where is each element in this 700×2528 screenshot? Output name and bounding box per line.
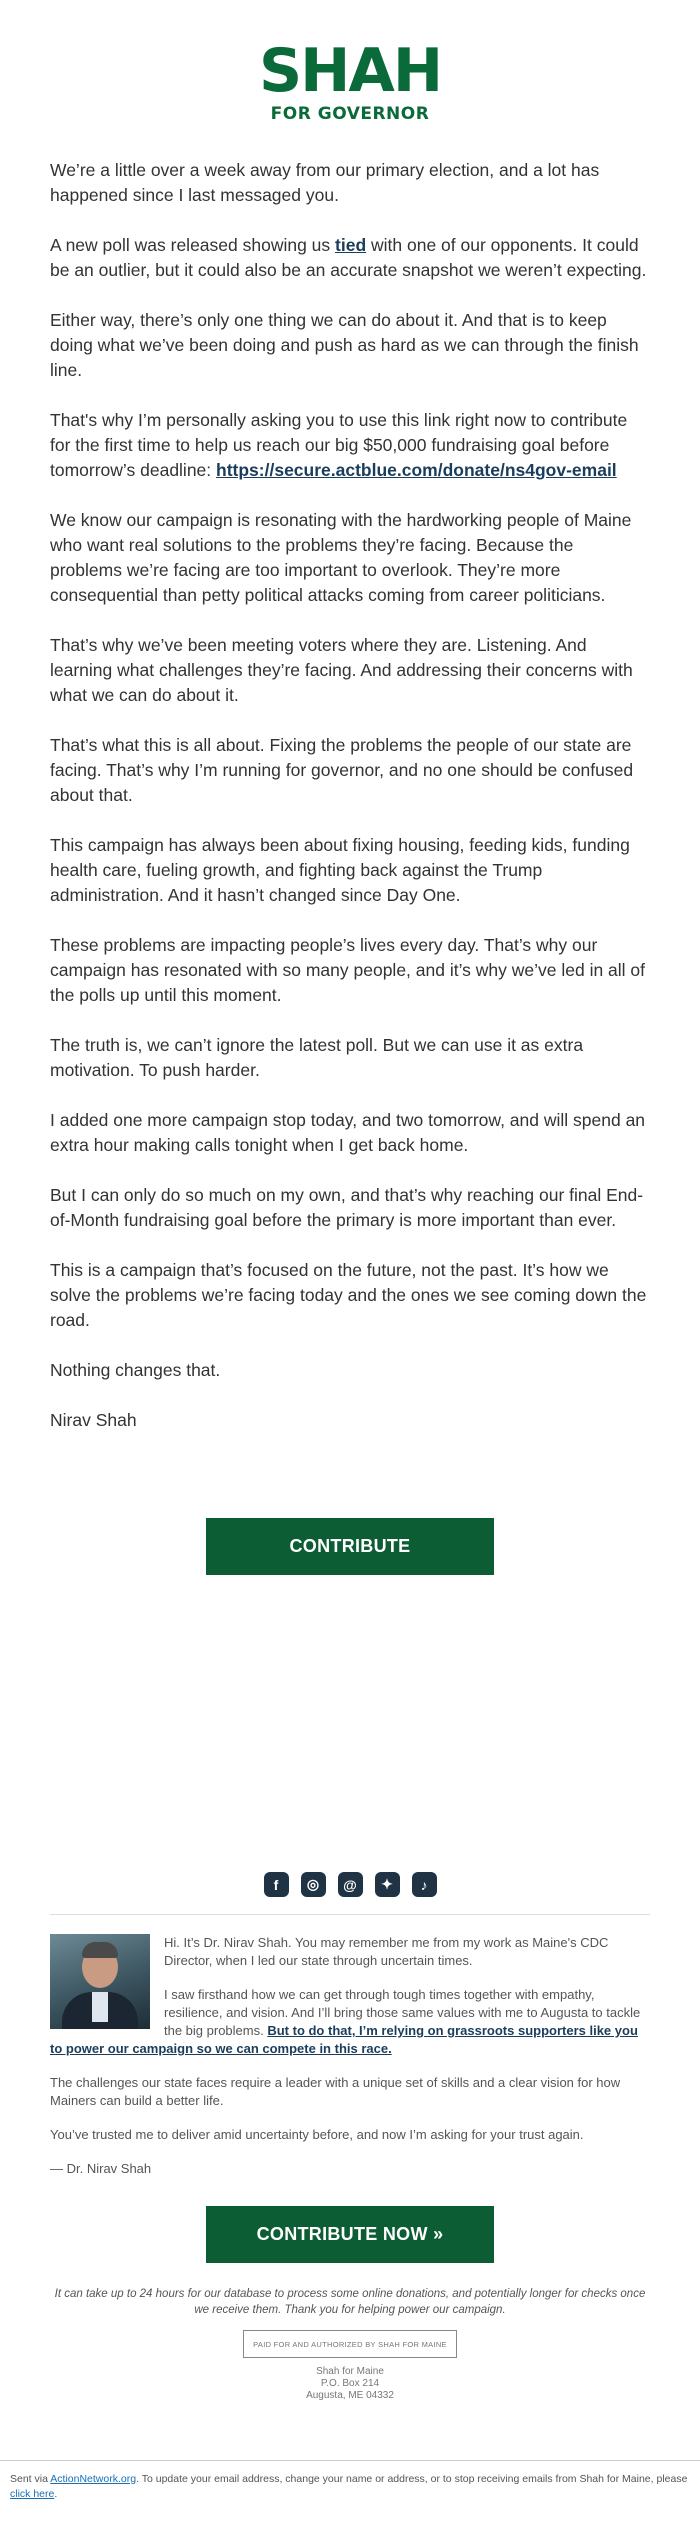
paragraph: The truth is, we can’t ignore the latest poll. But we can use it as extra motivation. To push harder. bbox=[50, 1035, 584, 1080]
paragraph: That’s what this is all about. Fixing the problems the people of our state are facing. That’s why I’m running for governor, and no one should be confused about that. bbox=[50, 735, 634, 805]
paragraph: That's why I’m personally asking you to use this link right now to contribute for the first time to help us reach our big $50,000 fundraising goal before tomorrow’s deadline: https://secure.actblue.com/donate/ns4gov-email bbox=[50, 410, 628, 480]
bio-signature: — Dr. Nirav Shah bbox=[50, 2161, 152, 2176]
paragraph: But I can only do so much on my own, and that’s why reaching our final End-of-Month fundraising goal before the primary is more important than ever. bbox=[50, 1185, 644, 1230]
campaign-logo bbox=[0, 36, 700, 124]
paragraph: This campaign has always been about fixing housing, feeding kids, funding health care, fueling growth, and fighting back against the Trump administration. And it hasn’t changed since Day One. bbox=[50, 835, 630, 905]
bio-paragraph: I saw firsthand how we can get through tough times together with empathy, resilience, and vision. And I’ll bring those same values with me to Augusta to tackle the big problems. But to do that, I’m relying on grassroots supporters like you to power our campaign so we can compete in this race. bbox=[50, 1987, 641, 2056]
bio-paragraph: The challenges our state faces require a leader with a unique set of skills and a clear vision for how Mainers can build a better life. bbox=[50, 2075, 621, 2108]
paragraph: Nothing changes that. bbox=[50, 1360, 221, 1380]
email-body bbox=[50, 158, 650, 1458]
tied-poll-link[interactable]: tied bbox=[335, 235, 367, 255]
donate-link[interactable]: https://secure.actblue.com/donate/ns4gov-email bbox=[216, 460, 617, 480]
signature: Nirav Shah bbox=[50, 1410, 137, 1430]
paid-for-box: PAID FOR AND AUTHORIZED BY SHAH FOR MAINE bbox=[243, 2330, 457, 2358]
logo-wordmark bbox=[258, 36, 442, 106]
social-links bbox=[0, 1872, 700, 1897]
email-footer: Sent via ActionNetwork.org. To update your email address, change your name or address, or to stop receiving emails from Shah for Maine, please click here. bbox=[0, 2460, 700, 2502]
paragraph: These problems are impacting people’s lives every day. That’s why our campaign has resonated with so many people, and it’s why we’ve led in all of the polls up until this moment. bbox=[50, 935, 646, 1005]
mailing-address: Shah for Maine P.O. Box 214 Augusta, ME 04332 bbox=[306, 2366, 394, 2401]
paragraph: We know our campaign is resonating with the hardworking people of Maine who want real solutions to the problems they’re facing. Because the problems we’re facing are too important to overlook. They’re more consequential than petty political attacks coming from career politicians. bbox=[50, 510, 632, 605]
logo-subtitle: FOR GOVERNOR bbox=[270, 104, 430, 124]
facebook-icon[interactable]: f bbox=[264, 1872, 289, 1897]
contribute-button[interactable]: CONTRIBUTE bbox=[206, 1518, 494, 1575]
unsubscribe-link[interactable]: click here bbox=[10, 2488, 55, 2500]
candidate-bio bbox=[50, 1934, 650, 2194]
bio-paragraph: Hi. It’s Dr. Nirav Shah. You may remember me from my work as Maine's CDC Director, when I led our state through uncertain times. bbox=[164, 1935, 609, 1968]
donation-disclaimer: It can take up to 24 hours for our database to process some online donations, and potentially longer for checks once we receive them. Thank you for helping power our campaign. bbox=[54, 2288, 646, 2316]
paragraph: I added one more campaign stop today, and two tomorrow, and will spend an extra hour making calls tonight when I get back home. bbox=[50, 1110, 646, 1155]
paragraph: A new poll was released showing us tied with one of our opponents. It could be an outlier, but it could also be an accurate snapshot we weren’t expecting. bbox=[50, 235, 647, 280]
instagram-icon[interactable]: ◎ bbox=[301, 1872, 326, 1897]
tiktok-icon[interactable]: ♪ bbox=[412, 1872, 437, 1897]
divider bbox=[50, 1914, 650, 1915]
paragraph: This is a campaign that’s focused on the future, not the past. It’s how we solve the problems we’re facing today and the ones we see coming down the road. bbox=[50, 1260, 647, 1330]
contribute-now-button[interactable]: CONTRIBUTE NOW » bbox=[206, 2206, 494, 2263]
bio-paragraph: You’ve trusted me to deliver amid uncertainty before, and now I’m asking for your trust again. bbox=[50, 2127, 584, 2142]
paragraph: Either way, there’s only one thing we can do about it. And that is to keep doing what we’ve been doing and push as hard as we can through the finish line. bbox=[50, 310, 639, 380]
candidate-photo bbox=[50, 1934, 150, 2029]
paragraph: That’s why we’ve been meeting voters where they are. Listening. And learning what challenges they’re facing. And addressing their concerns with what we can do about it. bbox=[50, 635, 633, 705]
paragraph: We’re a little over a week away from our primary election, and a lot has happened since I last messaged you. bbox=[50, 160, 600, 205]
actionnetwork-link[interactable]: ActionNetwork.org bbox=[50, 2473, 137, 2485]
logo-title: SHAH bbox=[258, 36, 442, 106]
twitter-icon[interactable]: ✦ bbox=[375, 1872, 400, 1897]
grassroots-link[interactable]: But to do that, I’m relying on grassroots supporters like you to power our campaign so we can compete in this race. bbox=[50, 2023, 638, 2056]
threads-icon[interactable]: @ bbox=[338, 1872, 363, 1897]
